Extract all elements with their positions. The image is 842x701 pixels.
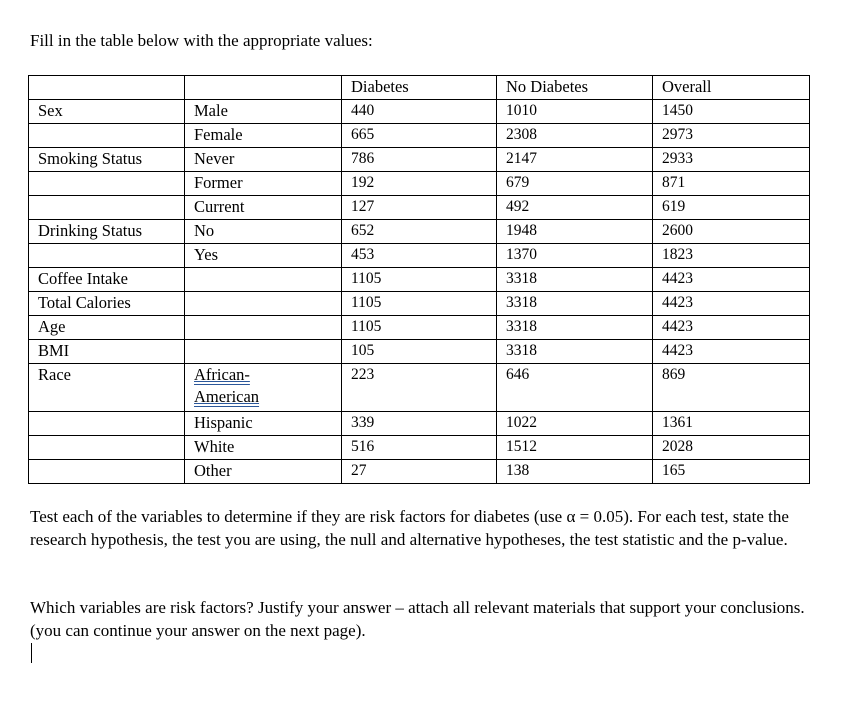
table-row bbox=[29, 100, 810, 124]
no-diabetes-cell[interactable]: 1022 bbox=[497, 412, 653, 436]
overall-cell[interactable]: 4423 bbox=[653, 316, 810, 340]
variable-cell[interactable] bbox=[29, 244, 185, 268]
no-diabetes-cell[interactable]: 2147 bbox=[497, 148, 653, 172]
variable-cell[interactable] bbox=[29, 196, 185, 220]
overall-cell[interactable]: 2028 bbox=[653, 436, 810, 460]
level-cell[interactable] bbox=[185, 292, 342, 316]
no-diabetes-cell[interactable]: 3318 bbox=[497, 340, 653, 364]
diabetes-cell[interactable]: 1105 bbox=[342, 268, 497, 292]
level-cell[interactable]: White bbox=[185, 436, 342, 460]
variable-cell[interactable]: Total Calories bbox=[29, 292, 185, 316]
diabetes-cell[interactable]: 127 bbox=[342, 196, 497, 220]
level-cell[interactable]: No bbox=[185, 220, 342, 244]
diabetes-cell[interactable]: 339 bbox=[342, 412, 497, 436]
level-cell[interactable]: Never bbox=[185, 148, 342, 172]
overall-cell[interactable]: 4423 bbox=[653, 340, 810, 364]
diabetes-cell[interactable]: 192 bbox=[342, 172, 497, 196]
variable-cell[interactable]: Drinking Status bbox=[29, 220, 185, 244]
no-diabetes-cell[interactable]: 3318 bbox=[497, 268, 653, 292]
no-diabetes-cell[interactable]: 2308 bbox=[497, 124, 653, 148]
level-cell[interactable]: Hispanic bbox=[185, 412, 342, 436]
table-row bbox=[29, 316, 810, 340]
level-cell[interactable] bbox=[185, 340, 342, 364]
no-diabetes-cell[interactable]: 138 bbox=[497, 460, 653, 484]
instructions-heading: Fill in the table below with the appropriate values: bbox=[30, 31, 373, 50]
diabetes-cell[interactable]: 1105 bbox=[342, 292, 497, 316]
variable-cell[interactable] bbox=[29, 172, 185, 196]
table-header-row bbox=[29, 76, 810, 100]
level-line: African- bbox=[194, 365, 250, 384]
header-cell[interactable] bbox=[29, 76, 185, 100]
no-diabetes-cell[interactable]: 492 bbox=[497, 196, 653, 220]
no-diabetes-cell[interactable]: 3318 bbox=[497, 316, 653, 340]
text-cursor[interactable] bbox=[31, 643, 32, 663]
level-cell[interactable]: Female bbox=[185, 124, 342, 148]
level-cell[interactable] bbox=[185, 364, 342, 412]
header-cell[interactable] bbox=[185, 76, 342, 100]
overall-cell[interactable]: 1450 bbox=[653, 100, 810, 124]
no-diabetes-cell[interactable]: 646 bbox=[497, 364, 653, 412]
level-cell[interactable]: Yes bbox=[185, 244, 342, 268]
instructions-paragraph: Test each of the variables to determine if they are risk factors for diabetes (use α = 0.05). For each test, state the research hypothesis, the test you are using, the null and alternative hypotheses, the test statistic and the p-value. bbox=[30, 507, 789, 549]
diabetes-cell[interactable]: 440 bbox=[342, 100, 497, 124]
header-cell-overall[interactable]: Overall bbox=[653, 76, 810, 100]
diabetes-cell[interactable]: 1105 bbox=[342, 316, 497, 340]
variable-cell[interactable]: Smoking Status bbox=[29, 148, 185, 172]
level-cell[interactable]: Current bbox=[185, 196, 342, 220]
table-row bbox=[29, 460, 810, 484]
overall-cell[interactable]: 871 bbox=[653, 172, 810, 196]
no-diabetes-cell[interactable]: 3318 bbox=[497, 292, 653, 316]
table-row bbox=[29, 436, 810, 460]
variable-cell[interactable]: Sex bbox=[29, 100, 185, 124]
level-cell[interactable] bbox=[185, 268, 342, 292]
diabetes-cell[interactable]: 652 bbox=[342, 220, 497, 244]
table-row bbox=[29, 148, 810, 172]
overall-cell[interactable]: 2600 bbox=[653, 220, 810, 244]
table-row bbox=[29, 364, 810, 412]
variable-cell[interactable] bbox=[29, 436, 185, 460]
table-row bbox=[29, 196, 810, 220]
variable-cell[interactable]: Age bbox=[29, 316, 185, 340]
no-diabetes-cell[interactable]: 679 bbox=[497, 172, 653, 196]
variable-cell[interactable] bbox=[29, 412, 185, 436]
overall-cell[interactable]: 165 bbox=[653, 460, 810, 484]
overall-cell[interactable]: 4423 bbox=[653, 292, 810, 316]
table-row bbox=[29, 268, 810, 292]
level-line: American bbox=[194, 387, 260, 406]
overall-cell[interactable]: 1823 bbox=[653, 244, 810, 268]
diabetes-cell[interactable]: 665 bbox=[342, 124, 497, 148]
no-diabetes-cell[interactable]: 1512 bbox=[497, 436, 653, 460]
table-row bbox=[29, 124, 810, 148]
level-cell[interactable]: Male bbox=[185, 100, 342, 124]
variable-cell[interactable] bbox=[29, 460, 185, 484]
table-row bbox=[29, 172, 810, 196]
diabetes-cell[interactable]: 27 bbox=[342, 460, 497, 484]
header-cell-diabetes[interactable]: Diabetes bbox=[342, 76, 497, 100]
header-cell-no-diabetes[interactable]: No Diabetes bbox=[497, 76, 653, 100]
overall-cell[interactable]: 869 bbox=[653, 364, 810, 412]
level-cell[interactable]: Former bbox=[185, 172, 342, 196]
diabetes-cell[interactable]: 516 bbox=[342, 436, 497, 460]
variable-cell[interactable]: BMI bbox=[29, 340, 185, 364]
variable-cell[interactable]: Coffee Intake bbox=[29, 268, 185, 292]
variable-cell[interactable] bbox=[29, 124, 185, 148]
level-cell[interactable] bbox=[185, 316, 342, 340]
question-paragraph: Which variables are risk factors? Justify your answer – attach all relevant materials that support your conclusions. (you can continue your answer on the next page). bbox=[30, 598, 805, 640]
level-cell[interactable]: Other bbox=[185, 460, 342, 484]
table-row bbox=[29, 220, 810, 244]
variable-cell[interactable]: Race bbox=[29, 364, 185, 412]
diabetes-cell[interactable]: 786 bbox=[342, 148, 497, 172]
table-row bbox=[29, 340, 810, 364]
overall-cell[interactable]: 4423 bbox=[653, 268, 810, 292]
overall-cell[interactable]: 1361 bbox=[653, 412, 810, 436]
overall-cell[interactable]: 2973 bbox=[653, 124, 810, 148]
data-table bbox=[28, 75, 810, 484]
no-diabetes-cell[interactable]: 1948 bbox=[497, 220, 653, 244]
overall-cell[interactable]: 2933 bbox=[653, 148, 810, 172]
table-row bbox=[29, 292, 810, 316]
no-diabetes-cell[interactable]: 1010 bbox=[497, 100, 653, 124]
diabetes-cell[interactable]: 453 bbox=[342, 244, 497, 268]
table-row bbox=[29, 244, 810, 268]
no-diabetes-cell[interactable]: 1370 bbox=[497, 244, 653, 268]
diabetes-cell[interactable]: 105 bbox=[342, 340, 497, 364]
diabetes-cell[interactable]: 223 bbox=[342, 364, 497, 412]
overall-cell[interactable]: 619 bbox=[653, 196, 810, 220]
table-row bbox=[29, 412, 810, 436]
